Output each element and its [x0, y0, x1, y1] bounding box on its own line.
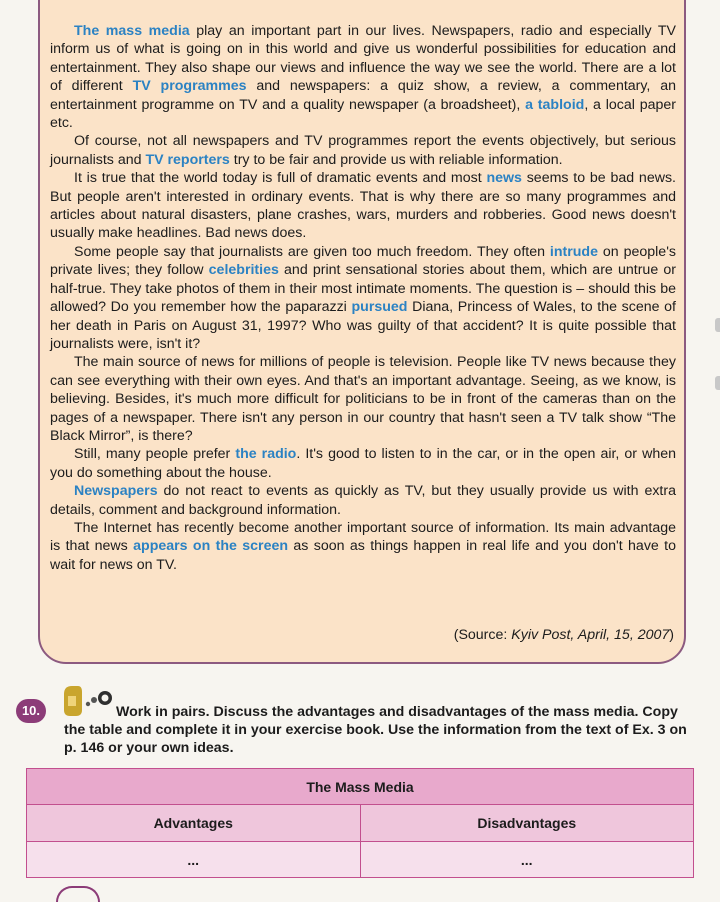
- source-publication: Kyiv Post, April, 15, 2007: [511, 627, 670, 643]
- article-paragraph: [50, 482, 676, 519]
- paragraph-text: try to be fair and provide us with reliable information.: [229, 151, 563, 168]
- paragraph-text: and print sensational stories about them, which are untrue or half-true. They take photos of them in their most intimate moments. The question is – should this be allowed? Do you remember how the paparazzi: [50, 262, 676, 316]
- page-edge-mark: [715, 376, 720, 390]
- advantages-header: Advantages: [27, 805, 361, 842]
- exercise-number: 10.: [16, 699, 46, 723]
- article-paragraph: [50, 243, 676, 353]
- paragraph-text: It is true that the world today is full of dramatic events and most: [74, 170, 487, 187]
- paragraph-text: Of course, not all newspapers and TV programmes report the events objectively, but serious journalists and: [50, 133, 676, 168]
- article-paragraph: [50, 445, 676, 482]
- highlighted-term: TV programmes: [132, 78, 247, 95]
- next-exercise-icon: [56, 886, 100, 902]
- source-citation: [454, 627, 674, 643]
- paragraph-text: The main source of news for millions of people is television. People like TV news because they can see everything with their own eyes. And that's an important advantage. Seeing, as we know, is believing. Besides, it's much more difficult for politicians to be in front of the cameras than on the pages of a newspaper. There isn't any person in our country that hasn't seen a TV talk show “The Black Mirror”, is there?: [50, 354, 676, 444]
- paragraph-text: do not react to events as quickly as TV, but they usually provide us with extra details, comment and background information.: [50, 483, 676, 518]
- highlighted-term: intrude: [549, 243, 598, 260]
- paragraph-text: The Internet has recently become another important source of information. Its main advantage is that news: [50, 519, 676, 555]
- article-paragraph: [50, 353, 676, 445]
- article-paragraph: [50, 169, 676, 243]
- advantages-cell: ...: [27, 842, 361, 878]
- article-paragraph: [50, 519, 676, 574]
- highlighted-term: TV reporters: [145, 151, 230, 168]
- article-text: [50, 22, 676, 574]
- disadvantages-header: Disadvantages: [360, 805, 694, 842]
- paragraph-text: , a local paper etc.: [50, 96, 676, 132]
- source-prefix: (Source:: [453, 627, 512, 643]
- highlighted-term: The mass media: [74, 23, 190, 39]
- source-suffix: ): [669, 627, 674, 643]
- paragraph-text: seems to be bad news. But people aren't interested in ordinary events. That is why there are so many programmes and articles about natural disasters, plane crashes, wars, murders and robberies. Good news doesn't usually make headlines. Bad news does.: [50, 170, 676, 242]
- paragraph-text: . It's good to listen to in the car, or in the open air, or when you do something about the house.: [50, 446, 676, 481]
- disadvantages-cell: ...: [360, 842, 694, 878]
- page-edge-mark: [715, 318, 720, 332]
- mass-media-table: [26, 768, 694, 878]
- article-paragraph: [50, 22, 676, 132]
- highlighted-term: Newspapers: [74, 483, 158, 500]
- highlighted-term: a tabloid: [525, 96, 585, 113]
- article-paragraph: [50, 132, 676, 169]
- paragraph-text: as soon as things happen in real life and you don't have to wait for news on TV.: [50, 538, 676, 573]
- exercise-instruction: Work in pairs. Discuss the advantages and disadvantages of the mass media. Copy the table and complete it in your exercise book. Use the information from the text of Ex. 3 on p. 146 or your own ideas.: [64, 704, 687, 756]
- highlighted-term: news: [486, 170, 522, 187]
- highlighted-term: pursued: [351, 299, 408, 316]
- highlighted-term: celebrities: [208, 262, 279, 279]
- paragraph-text: Still, many people prefer: [74, 446, 236, 463]
- paragraph-text: Some people say that journalists are given too much freedom. They often: [74, 243, 550, 260]
- paragraph-text: and newspapers: a quiz show, a review, a commentary, an entertainment programme on TV and a quality newspaper (a broadsheet),: [50, 78, 677, 113]
- paragraph-text: Diana, Princess of Wales, to the scene of her death in Paris on August 31, 1997? Who was guilty of that accident? It is quite possible that journalists were, isn't it?: [50, 299, 676, 352]
- highlighted-term: appears on the screen: [133, 538, 289, 555]
- paragraph-text: play an important part in our lives. Newspapers, radio and especially TV inform us of what is going on in this world and give us wonderful possibilities for education and entertainment. They also shape our views and influence the way we see the world. There are a lot of different: [50, 23, 676, 95]
- table-title: The Mass Media: [27, 769, 694, 805]
- paragraph-text: on people's private lives; they follow: [50, 243, 676, 279]
- highlighted-term: the radio: [235, 446, 297, 463]
